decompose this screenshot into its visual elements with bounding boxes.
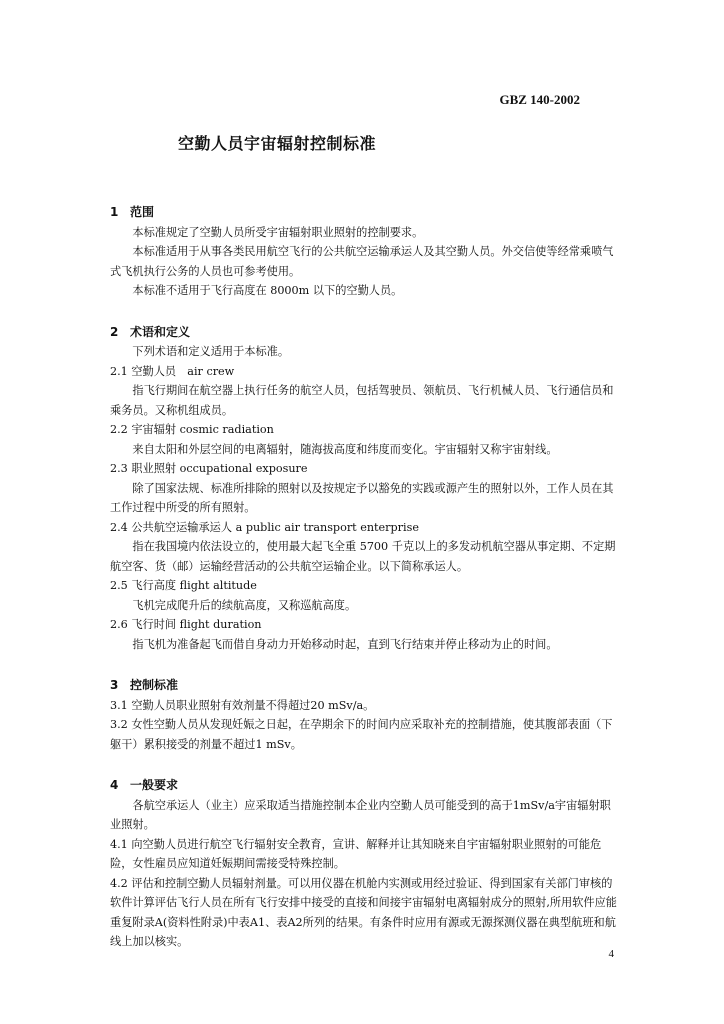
term-definition: 指飞机为准备起飞而借自身动力开始移动时起，直到飞行结束并停止移动为止的时间。: [132, 637, 558, 651]
paragraph: 本标准不适用于飞行高度在 8000m 以下的空勤人员。: [132, 284, 403, 297]
term-definition: 指飞行期间在航空器上执行任务的航空人员，包括驾驶员、领航员、飞行机械人员、飞行通信员和乘务员。又称机组成员。: [110, 384, 614, 417]
term-definition: 飞机完成爬升后的续航高度，又称巡航高度。: [132, 598, 357, 612]
term-definition: 指在我国境内依法设立的，使用最大起飞全重 5700 千克以上的多发动机航空器从事定期、不定期航空客、货（邮）运输经营活动的公共航空运输企业。以下简称承运人。: [110, 540, 616, 573]
section-heading-2: [110, 323, 618, 343]
paragraph: 本标准规定了空勤人员所受宇宙辐射职业照射的控制要求。: [132, 225, 424, 239]
document-title: 空勤人员宇宙辐射控制标准: [178, 134, 377, 153]
clause: 3.1 空勤人员职业照射有效剂量不得超过20 mSv/a。: [110, 698, 375, 712]
section-title: 术语和定义: [130, 324, 191, 339]
clause: 4.2 评估和控制空勤人员辐射剂量。可以用仪器在机舱内实测或用经过验证、得到国家有关部门审核的软件计算评估飞行人员在所有飞行安排中接受的直接和间接宇宙辐射电离辐射成分的照射,所用软件应能重复附录A(资料性附录)中表A1、表A2所列的结果。有条件时应用有源或无源探测仪器在典型航班和航线上加以核实。: [110, 876, 617, 948]
section-heading-1: [110, 203, 618, 223]
term-label: 2.5 飞行高度 flight altitude: [110, 579, 257, 592]
section-heading-4: [110, 776, 618, 796]
paragraph: 本标准适用于从事各类民用航空飞行的公共航空运输承运人及其空勤人员。外交信使等经常乘喷气式飞机执行公务的人员也可参考使用。: [110, 245, 614, 278]
page-number: 4: [608, 948, 614, 960]
term-label: 2.6 飞行时间 flight duration: [110, 618, 262, 631]
term-definition: 除了国家法规、标准所排除的照射以及按规定予以豁免的实践或源产生的照射以外，工作人员在其工作过程中所受的所有照射。: [110, 481, 614, 514]
term-label: 2.4 公共航空运输承运人 a public air transport enterprise: [110, 520, 419, 534]
section-title: 控制标准: [130, 678, 179, 692]
paragraph: 下列术语和定义适用于本标准。: [132, 345, 290, 358]
section-title: 一般要求: [130, 778, 179, 792]
section-heading-3: [110, 676, 618, 696]
clause: 4.1 向空勤人员进行航空飞行辐射安全教育，宣讲、解释并让其知晓来自宇宙辐射职业照射的可能危险，女性雇员应知道妊娠期间需接受特殊控制。: [110, 837, 602, 870]
clause: 3.2 女性空勤人员从发现妊娠之日起，在孕期余下的时间内应采取补充的控制措施，使其腹部表面（下躯干）累积接受的剂量不超过1 mSv。: [110, 718, 613, 751]
term-label: 2.2 宇宙辐射 cosmic radiation: [110, 423, 274, 436]
document-body: [110, 197, 618, 952]
term-label: 2.1 空勤人员 air crew: [110, 364, 235, 378]
term-label: 2.3 职业照射 occupational exposure: [110, 462, 308, 475]
section-title: 范围: [130, 205, 155, 219]
paragraph: 各航空承运人（业主）应采取适当措施控制本企业内空勤人员可能受到的高于1mSv/a宇宙辐射职业照射。: [110, 798, 611, 831]
section-number: 4: [110, 778, 119, 792]
section-number: 3: [110, 678, 119, 692]
document-code: GBZ 140-2002: [499, 92, 580, 107]
term-definition: 来自太阳和外层空间的电离辐射，随海拔高度和纬度而变化。宇宙辐射又称宇宙射线。: [132, 442, 558, 456]
section-number: 2: [110, 324, 119, 339]
section-number: 1: [110, 205, 119, 219]
